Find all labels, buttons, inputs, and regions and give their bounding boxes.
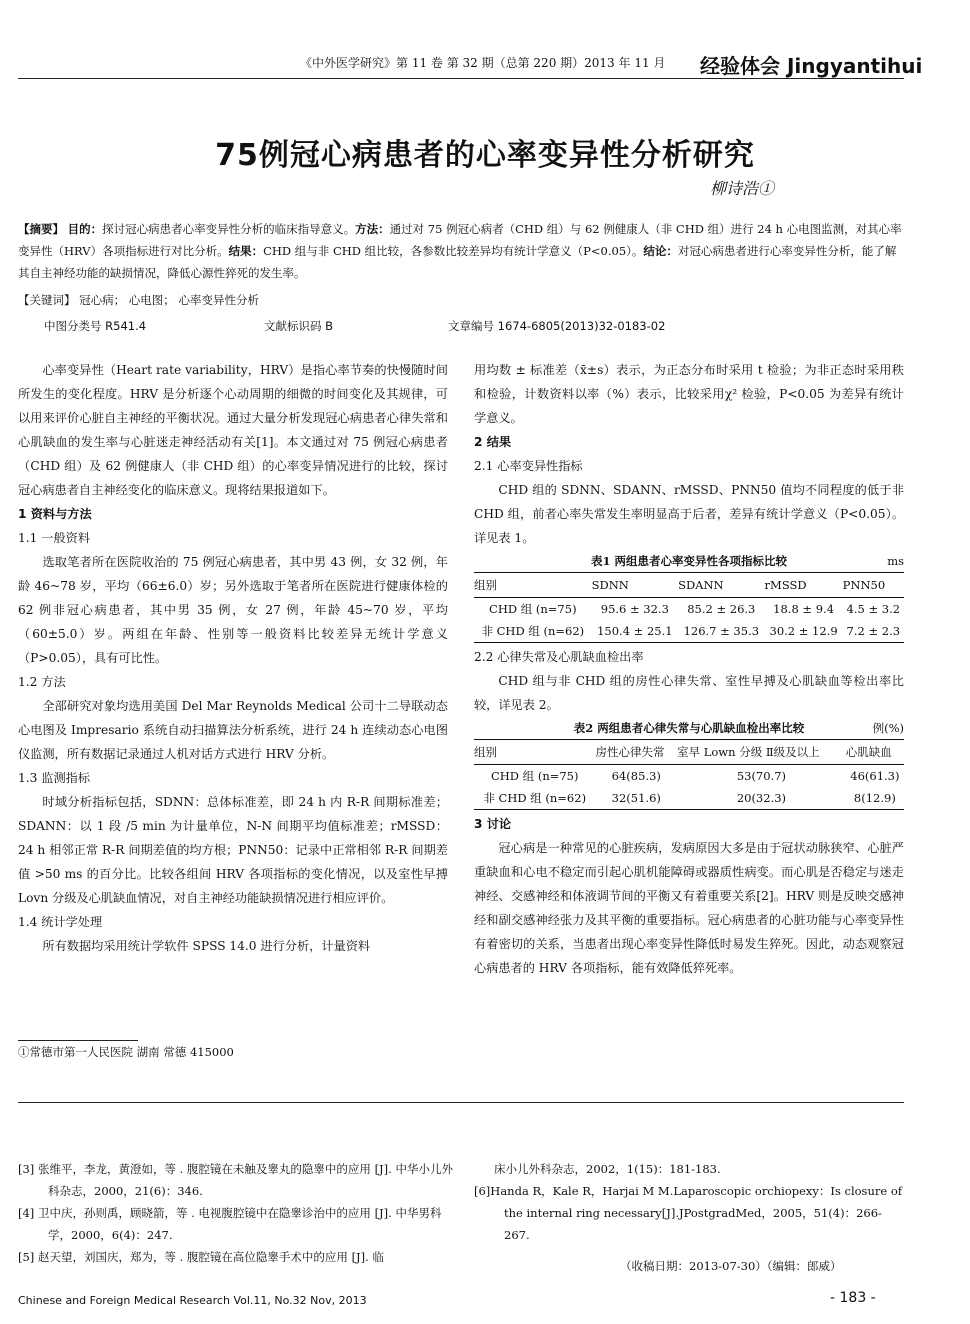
keywords: 【关键词】 冠心病； 心电图； 心率变异性分析: [18, 293, 259, 307]
table-cell: CHD 组 (n=75): [489, 602, 577, 616]
paragraph: 时域分析指标包括，SDNN：总体标准差，即 24 h 内 R-R 间期标准差；SDANN：以 1 段 /5 min 为计量单位，N-N 间期平均值标准差；rMSSD：24 h 相邻正常 R-R 间期差值的均方根；PNN50：记录中正常相邻 R-R 间期差值 >50 ms 的百分比。比较各组间 HRV 各项指标的变化情况，以及室性早搏 Lovn 分级及心肌缺血情况，对自主神经功能缺损情况进行相应评价。: [18, 795, 448, 905]
abstract-heading: 方法：: [355, 222, 390, 236]
table-cell: 18.8 ± 9.4: [773, 602, 835, 616]
article-title: 75例冠心病患者的心率变异性分析研究: [215, 138, 755, 173]
footer-journal: Chinese and Foreign Medical Research Vol.11, No.32 Nov, 2013: [18, 1294, 367, 1307]
column-header: 组别: [474, 740, 595, 765]
table-cell: 非 CHD 组 (n=62): [474, 787, 595, 810]
stats-continued: 用均数 ± 标准差（x̄±s）表示，为正态分布时采用 t 检验；为非正态时采用秩和检验，计数资料以率（%）表示，比较采用χ² 检验，P<0.05 为差异有统计学意义。: [474, 363, 904, 425]
table-cell: 95.6 ± 32.3: [600, 602, 669, 616]
column-header: PNN50: [843, 573, 904, 598]
abstract-body: [18, 222, 902, 280]
paragraph-2-2: CHD 组与非 CHD 组的房性心律失常、室性早搏及心肌缺血等检出率比较，详见表 2。: [474, 674, 904, 712]
table-cell: 46(61.3): [850, 769, 900, 783]
table-cell: 7.2 ± 2.3: [843, 620, 904, 643]
column-header: SDNN: [592, 573, 678, 598]
table-row: [474, 620, 904, 643]
column-header: 心肌缺血: [846, 740, 904, 765]
paragraph-2-1: CHD 组的 SDNN、SDANN、rMSSD、PNN50 值均不同程度的低于非 CHD 组，前者心率失常发生率明显高于后者，差异有统计学意义（P<0.05）。详见表 1。: [474, 483, 904, 545]
table-header-row: [474, 740, 904, 765]
paragraph: 选取笔者所在医院收治的 75 例冠心病患者，其中男 43 例，女 32 例，年龄 46~78 岁，平均（66±6.0）岁；另外选取于笔者所在医院进行健康体检的 62 例非冠心病患者，其中男 35 例，女 27 例，年龄 45~70 岁，平均（60±5.0）岁。两组在年龄、性别等一般资料比较差异无统计学意义（P>0.05），具有可比性。: [18, 555, 448, 665]
subsection-heading: 1.3 监测指标: [18, 771, 91, 785]
section-discussion: 3 讨论: [474, 817, 512, 831]
table1: [474, 572, 904, 643]
subsection-heading: 1.2 方法: [18, 675, 66, 689]
references-divider: [18, 1102, 904, 1103]
right-column: [474, 358, 904, 980]
table-cell: 20(32.3): [677, 787, 846, 810]
table-header-row: [474, 573, 904, 598]
document-code: 文献标识码 B: [264, 319, 334, 333]
abstract-heading: 目的：: [67, 222, 103, 236]
column-header: 房性心律失常: [595, 740, 677, 765]
column-header: rMSSD: [765, 573, 843, 598]
abstract-text: 通过对 75 例冠心病者（CHD 组）与 62 例健康人（非 CHD 组）进行 24 h 心电图监测，对其心率变异性（HRV）各项指标进行对比分析。: [18, 222, 902, 258]
received-date: （收稿日期：2013-07-30）（编辑：郎威）: [620, 1259, 842, 1273]
abstract-text: 探讨冠心病患者心率变异性分析的临床指导意义。: [102, 222, 356, 236]
subsection-heading: 1.1 一般资料: [18, 531, 91, 545]
subsection-heading: 1.4 统计学处理: [18, 915, 103, 929]
table-cell: 8(12.9): [846, 787, 904, 810]
paragraph: 全部研究对象均选用美国 Del Mar Reynolds Medical 公司十二导联动态心电图及 Impresario 系统自动扫描算法分析系统，进行 24 h 连续动态心电图仪监测，所有数据记录通过人机对话方式进行 HRV 分析。: [18, 699, 448, 761]
column-header: SDANN: [678, 573, 764, 598]
table-row: [474, 787, 904, 810]
reference-item: [4] 卫中庆，孙则禹，顾晓箭，等 . 电视腹腔镜中在隐睾诊治中的应用 [J]. 中华男科学，2000，6(4)：247.: [18, 1206, 442, 1242]
subsection-2-2: 2.2 心律失常及心肌缺血检出率: [474, 650, 644, 664]
table-cell: CHD 组 (n=75): [490, 769, 579, 783]
affiliation-footnote: ①常德市第一人民医院 湖南 常德 415000: [18, 1045, 234, 1059]
author: 柳诗浩①: [710, 179, 775, 198]
table1-unit: ms: [887, 554, 904, 568]
references-right: [474, 1158, 904, 1246]
table1-title: 表1 两组患者心率变异性各项指标比较 ms: [474, 550, 904, 572]
abstract-heading: 结果：: [228, 244, 264, 258]
clc-number: 中图分类号 R541.4: [44, 319, 147, 333]
abstract: [18, 218, 903, 284]
table2-title: 表2 两组患者心律失常与心肌缺血检出率比较 例(%): [474, 717, 904, 739]
journal-header: 《中外医学研究》第 11 卷 第 32 期（总第 220 期）2013 年 11 月: [300, 56, 666, 70]
reference-item: [6]Handa R，Kale R，Harjai M M.Laparoscopic orchiopexy：Is closure of the internal ring necessary[J].JPostgradMed，2005，51(4)：266-267.: [474, 1184, 902, 1242]
column-header: 室早 Lown 分级 Ⅱ级及以上: [677, 740, 846, 765]
table-cell: 85.2 ± 26.3: [687, 602, 756, 616]
paragraph: 心率变异性（Heart rate variability，HRV）是指心率节奏的快慢随时间所发生的变化程度。HRV 是分析逐个心动周期的细微的时间变化及其规律，可以用来评价心脏自主神经的平衡状况。通过大量分析发现冠心病患者心律失常和心肌缺血的发生率与心脏迷走神经活动有关[1]。本文通过对 75 例冠心病患者（CHD 组）及 62 例健康人（非 CHD 组）的心率变异情况进行的比较，探讨冠心病患者自主神经变化的临床意义。现将结果报道如下。: [18, 363, 448, 497]
table-row: [474, 765, 904, 788]
table2: [474, 739, 904, 810]
reference-item: [5] 赵天望，刘国庆，郑为，等 . 腹腔镜在高位隐睾手术中的应用 [J]. 临: [18, 1250, 384, 1264]
article-number: 文章编号 1674-6805(2013)32-0183-02: [448, 319, 666, 333]
footnote-divider: [18, 1040, 138, 1041]
abstract-heading: 结论：: [643, 244, 678, 258]
left-column: [18, 358, 448, 958]
section-heading: 1 资料与方法: [18, 507, 92, 521]
table-cell: 126.7 ± 35.3: [678, 620, 764, 643]
page-number: - 183 -: [830, 1290, 876, 1306]
reference-item: [3] 张维平，李龙，黄澄如，等 . 腹腔镜在未触及睾丸的隐睾中的应用 [J]. 中华小儿外科杂志，2000，21(6)：346.: [18, 1162, 453, 1198]
header-divider: [18, 78, 904, 79]
reference-item: 床小儿外科杂志，2002，1(15)：181-183.: [494, 1162, 721, 1176]
table2-unit: 例(%): [872, 721, 904, 735]
column-header: 组别: [474, 573, 592, 598]
table-row: [474, 598, 904, 621]
table-cell: 64(85.3): [611, 769, 661, 783]
paragraph-discussion: 冠心病是一种常见的心脏疾病，发病原因大多是由于冠状动脉狭窄、心脏严重缺血和心电不稳定而引起心肌机能障碍或器质性病变。而心肌是否稳定与迷走神经、交感神经和体液调节间的平衡又有着重要关系[2]。HRV 则是反映交感神经和副交感神经张力及其平衡的重要指标。冠心病患者的心脏功能与心率变异性有着密切的关系，当患者出现心率变异性降低时易发生猝死。因此，动态观察冠心病患者的 HRV 各项指标，能有效降低猝死率。: [474, 841, 904, 975]
abstract-text: 对冠心病患者进行心率变异性分析，能了解其自主神经功能的缺损情况，降低心源性猝死的发生率。: [18, 244, 897, 280]
table-cell: 30.2 ± 12.9: [765, 620, 843, 643]
section-header: 经验体会 Jingyantihui: [700, 54, 923, 78]
table-cell: 150.4 ± 25.1: [592, 620, 678, 643]
paragraph: 所有数据均采用统计学软件 SPSS 14.0 进行分析，计量资料: [42, 939, 371, 953]
abstract-label: 【摘要】: [18, 222, 64, 236]
subsection-2-1: 2.1 心率变异性指标: [474, 459, 583, 473]
table-cell: 4.5 ± 3.2: [846, 602, 901, 616]
references-left: [18, 1158, 458, 1268]
table-cell: 32(51.6): [595, 787, 677, 810]
section-results: 2 结果: [474, 435, 512, 449]
table-cell: 53(70.7): [736, 769, 787, 783]
abstract-text: CHD 组与非 CHD 组比较，各参数比较差异均有统计学意义（P<0.05）。: [263, 244, 644, 258]
table-cell: 非 CHD 组 (n=62): [474, 620, 592, 643]
